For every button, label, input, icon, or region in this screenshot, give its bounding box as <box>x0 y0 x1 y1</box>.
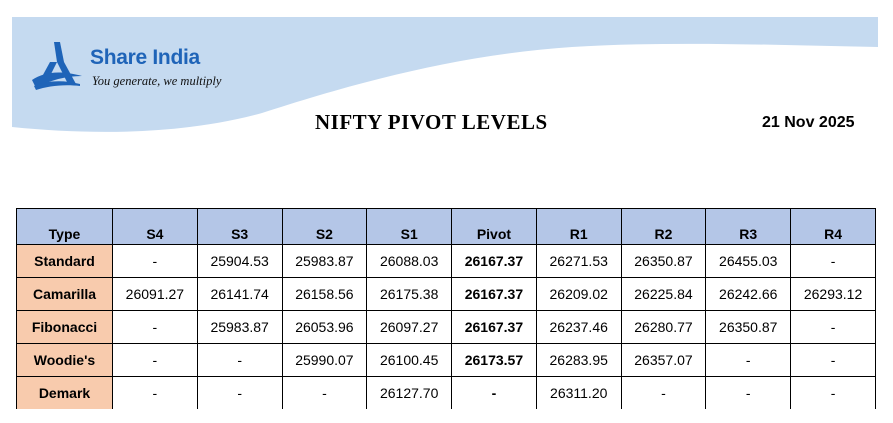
row-type-label: Standard <box>17 245 113 278</box>
table-header-row <box>17 209 876 245</box>
table-cell: 26271.53 <box>536 245 621 278</box>
table-cell: 26237.46 <box>536 311 621 344</box>
row-type-label: Woodie's <box>17 344 113 377</box>
table-cell: 26053.96 <box>282 311 367 344</box>
table-cell: - <box>113 245 198 278</box>
share-india-logo-icon <box>30 40 84 92</box>
table-row-fibonacci <box>17 311 876 344</box>
report-date: 21 Nov 2025 <box>762 114 855 131</box>
row-type-label: Camarilla <box>17 278 113 311</box>
pivot-cell: 26167.37 <box>452 278 537 311</box>
table-cell: - <box>791 311 876 344</box>
table-cell: 25983.87 <box>197 311 282 344</box>
table-cell: 26141.74 <box>197 278 282 311</box>
table-cell: - <box>197 344 282 377</box>
table-cell: - <box>113 377 198 410</box>
table-cell: - <box>197 377 282 410</box>
table-cell: 26350.87 <box>706 311 791 344</box>
table-cell: 25990.07 <box>282 344 367 377</box>
table-cell: 26127.70 <box>367 377 452 410</box>
pivot-cell: 26167.37 <box>452 245 537 278</box>
column-header-r4: R4 <box>791 209 876 245</box>
table-cell: - <box>113 344 198 377</box>
pivot-cell: - <box>452 377 537 410</box>
row-type-label: Fibonacci <box>17 311 113 344</box>
report-title: NIFTY PIVOT LEVELS <box>315 110 548 134</box>
column-header-r3: R3 <box>706 209 791 245</box>
brand-logo <box>30 40 230 95</box>
table-cell: 26091.27 <box>113 278 198 311</box>
column-header-r1: R1 <box>536 209 621 245</box>
table-cell: 26097.27 <box>367 311 452 344</box>
table-cell: 26455.03 <box>706 245 791 278</box>
table-cell: - <box>282 377 367 410</box>
table-cell: - <box>706 344 791 377</box>
table-cell: 26350.87 <box>621 245 706 278</box>
column-header-type: Type <box>17 209 113 245</box>
column-header-s4: S4 <box>113 209 198 245</box>
table-cell: 26088.03 <box>367 245 452 278</box>
table-cell: 26158.56 <box>282 278 367 311</box>
table-cell: - <box>791 245 876 278</box>
table-row-camarilla <box>17 278 876 311</box>
table-cell: 25904.53 <box>197 245 282 278</box>
pivot-cell: 26173.57 <box>452 344 537 377</box>
table-cell: 26209.02 <box>536 278 621 311</box>
table-cell: 26242.66 <box>706 278 791 311</box>
column-header-s1: S1 <box>367 209 452 245</box>
table-cell: 26225.84 <box>621 278 706 311</box>
table-row-standard <box>17 245 876 278</box>
table-cell: 25983.87 <box>282 245 367 278</box>
pivot-levels-table <box>16 208 876 409</box>
table-row-demark <box>17 377 876 410</box>
pivot-cell: 26167.37 <box>452 311 537 344</box>
column-header-r2: R2 <box>621 209 706 245</box>
row-type-label: Demark <box>17 377 113 410</box>
table-cell: 26293.12 <box>791 278 876 311</box>
table-cell: 26100.45 <box>367 344 452 377</box>
brand-tagline: You generate, we multiply <box>92 74 222 88</box>
column-header-pivot: Pivot <box>452 209 537 245</box>
column-header-s3: S3 <box>197 209 282 245</box>
table-cell: - <box>706 377 791 410</box>
table-cell: 26280.77 <box>621 311 706 344</box>
table-row-woodies <box>17 344 876 377</box>
table-cell: 26311.20 <box>536 377 621 410</box>
brand-name: Share India <box>90 46 200 69</box>
table-cell: - <box>791 344 876 377</box>
table-cell: 26357.07 <box>621 344 706 377</box>
table-cell: 26283.95 <box>536 344 621 377</box>
table-cell: - <box>113 311 198 344</box>
table-cell: - <box>791 377 876 410</box>
column-header-s2: S2 <box>282 209 367 245</box>
table-cell: - <box>621 377 706 410</box>
table-cell: 26175.38 <box>367 278 452 311</box>
